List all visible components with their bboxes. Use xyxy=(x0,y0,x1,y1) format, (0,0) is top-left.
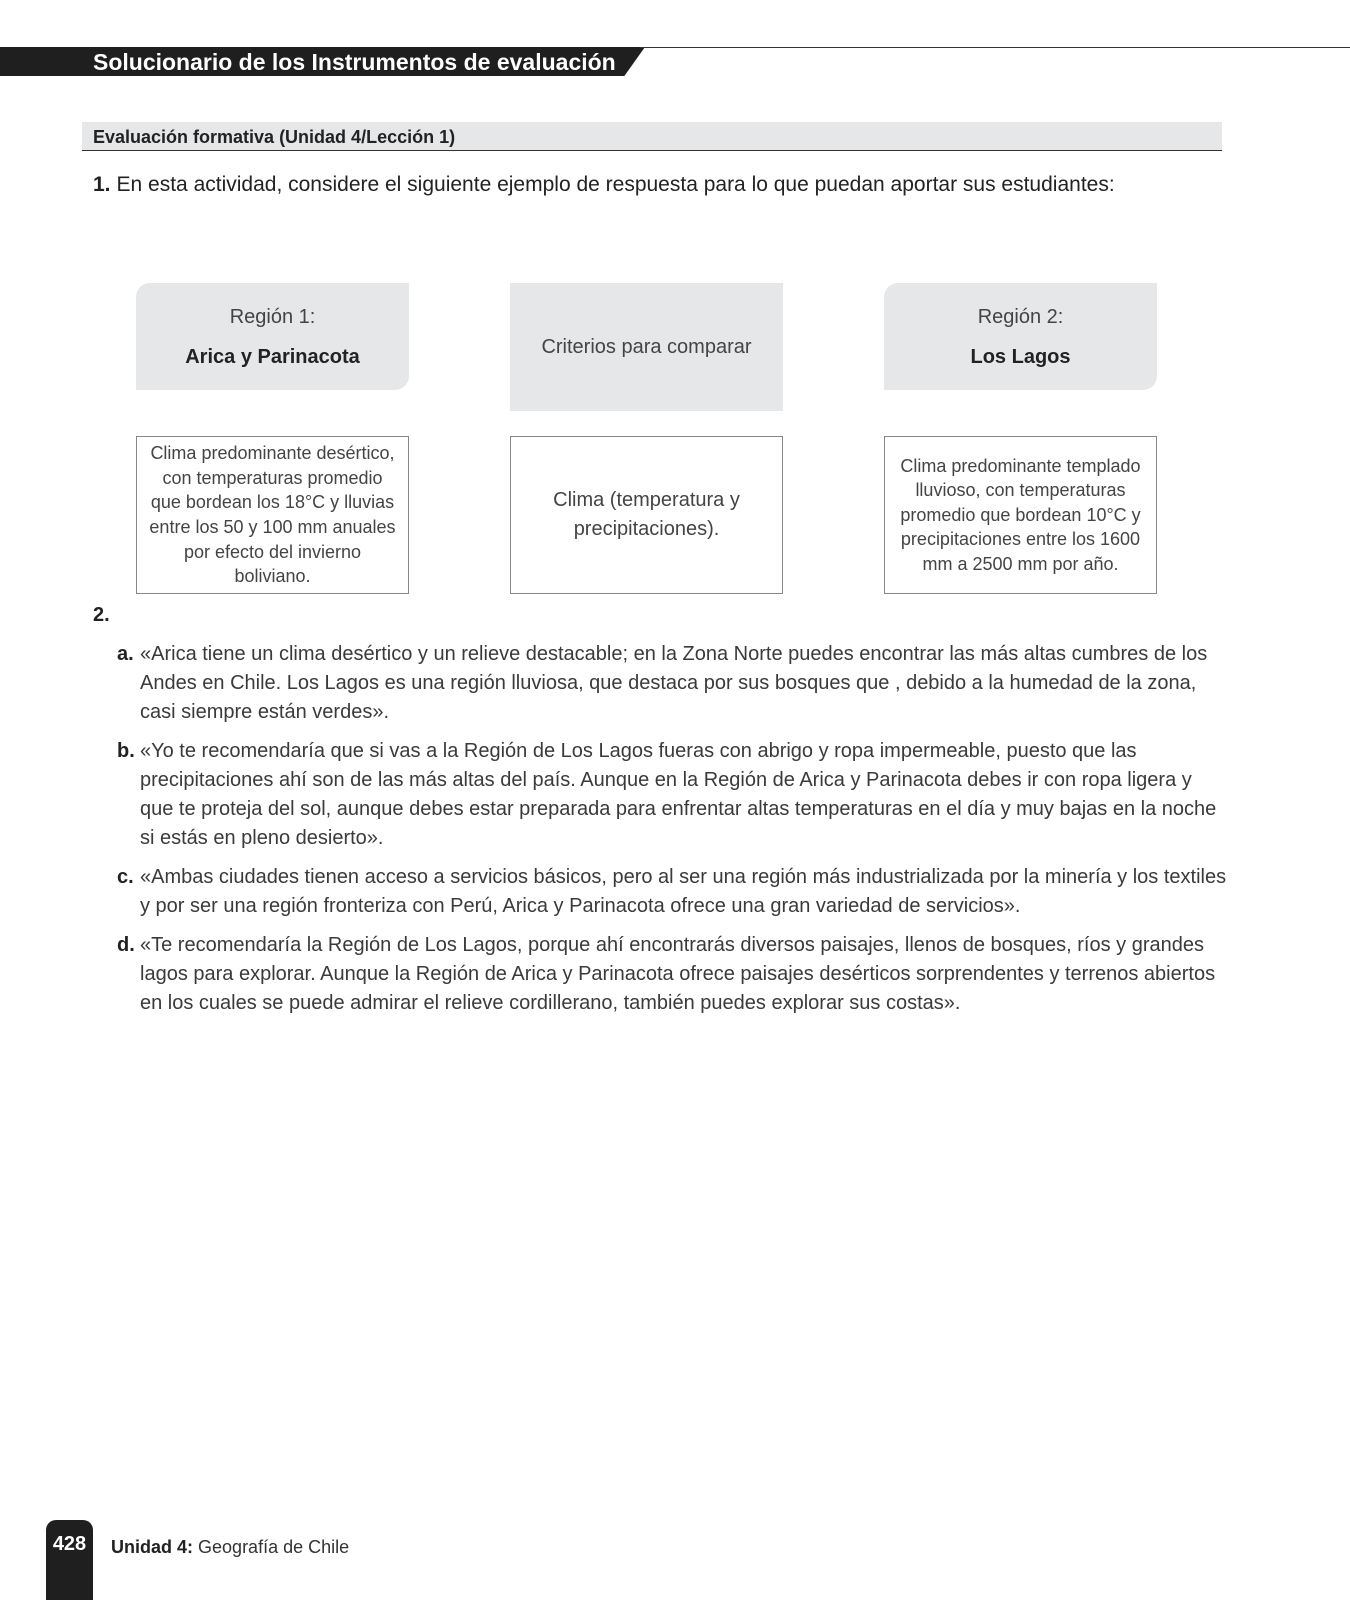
question-2-items xyxy=(117,640,1227,1028)
header-title: Solucionario de los Instrumentos de evaluación xyxy=(93,49,616,75)
item-text: «Arica tiene un clima desértico y un relieve destacable; en la Zona Norte puedes encontrar las más altas cumbres de los Andes en Chile. Los Lagos es una región lluviosa, que destaca por sus bosques que , debido a la humedad de la zona, casi siempre están verdes». xyxy=(140,643,1208,723)
region-2-header xyxy=(884,283,1157,390)
region-1-detail: Clima predominante desértico, con temperaturas promedio que bordean los 18°C y lluvias entre los 50 y 100 mm anuales por efecto del invierno boliviano. xyxy=(149,443,396,587)
region-1-detail-box xyxy=(136,436,409,594)
region-2-detail-box xyxy=(884,436,1157,594)
region-2-label: Región 2: xyxy=(977,305,1064,328)
criteria-header xyxy=(510,283,783,411)
page-number: 428 xyxy=(52,1533,87,1555)
item-letter: c. xyxy=(117,866,134,888)
question-1 xyxy=(93,172,1115,198)
criteria-detail-box xyxy=(510,436,783,594)
region-2-detail: Clima predominante templado lluvioso, con temperaturas promedio que bordean 10°C y precipitaciones entre los 1600 mm a 2500 mm por año. xyxy=(900,455,1141,574)
question-1-number: 1. xyxy=(93,173,111,196)
region-1-name: Arica y Parinacota xyxy=(185,345,360,368)
list-item xyxy=(117,640,1227,727)
region-2-name: Los Lagos xyxy=(970,345,1071,368)
question-1-text: En esta actividad, considere el siguiente ejemplo de respuesta para lo que puedan aportar sus estudiantes: xyxy=(116,173,1115,196)
item-letter: b. xyxy=(117,740,135,762)
footer-unit-label: Unidad 4: xyxy=(111,1537,194,1557)
section-title: Evaluación formativa (Unidad 4/Lección 1) xyxy=(93,127,456,147)
criteria-detail: Clima (temperatura y precipitaciones). xyxy=(553,489,740,540)
footer-unit xyxy=(111,1537,349,1558)
item-text: «Ambas ciudades tienen acceso a servicios básicos, pero al ser una región más industrializada por la minería y los textiles y por ser una región fronteriza con Perú, Arica y Parinacota ofrece una gran variedad de servicios». xyxy=(140,866,1227,917)
list-item xyxy=(117,863,1227,921)
region-1-label: Región 1: xyxy=(229,305,316,328)
criteria-label: Criterios para comparar xyxy=(541,336,752,358)
list-item xyxy=(117,931,1227,1018)
region-1-header xyxy=(136,283,409,390)
item-letter: d. xyxy=(117,934,135,956)
item-letter: a. xyxy=(117,643,134,665)
item-text: «Yo te recomendaría que si vas a la Región de Los Lagos fueras con abrigo y ropa impermeable, puesto que las precipitaciones ahí son de las más altas del país. Aunque en la Región de Arica y Parinacota debes ir con ropa ligera y que te proteja del sol, aunque debes estar preparada para enfrentar altas temperaturas en el día y muy bajas en la noche si estás en pleno desierto». xyxy=(140,740,1217,849)
footer-unit-name: Geografía de Chile xyxy=(198,1537,350,1557)
page-number-tab xyxy=(46,1520,93,1600)
item-text: «Te recomendaría la Región de Los Lagos, porque ahí encontrarás diversos paisajes, llenos de bosques, ríos y grandes lagos para explorar. Aunque la Región de Arica y Parinacota ofrece paisajes desérticos sorprendentes y terrenos abiertos en los cuales se puede admirar el relieve cordillerano, también puedes explorar sus costas». xyxy=(140,934,1216,1014)
list-item xyxy=(117,737,1227,853)
header-rule xyxy=(640,47,1350,48)
question-2-number: 2. xyxy=(93,604,110,626)
